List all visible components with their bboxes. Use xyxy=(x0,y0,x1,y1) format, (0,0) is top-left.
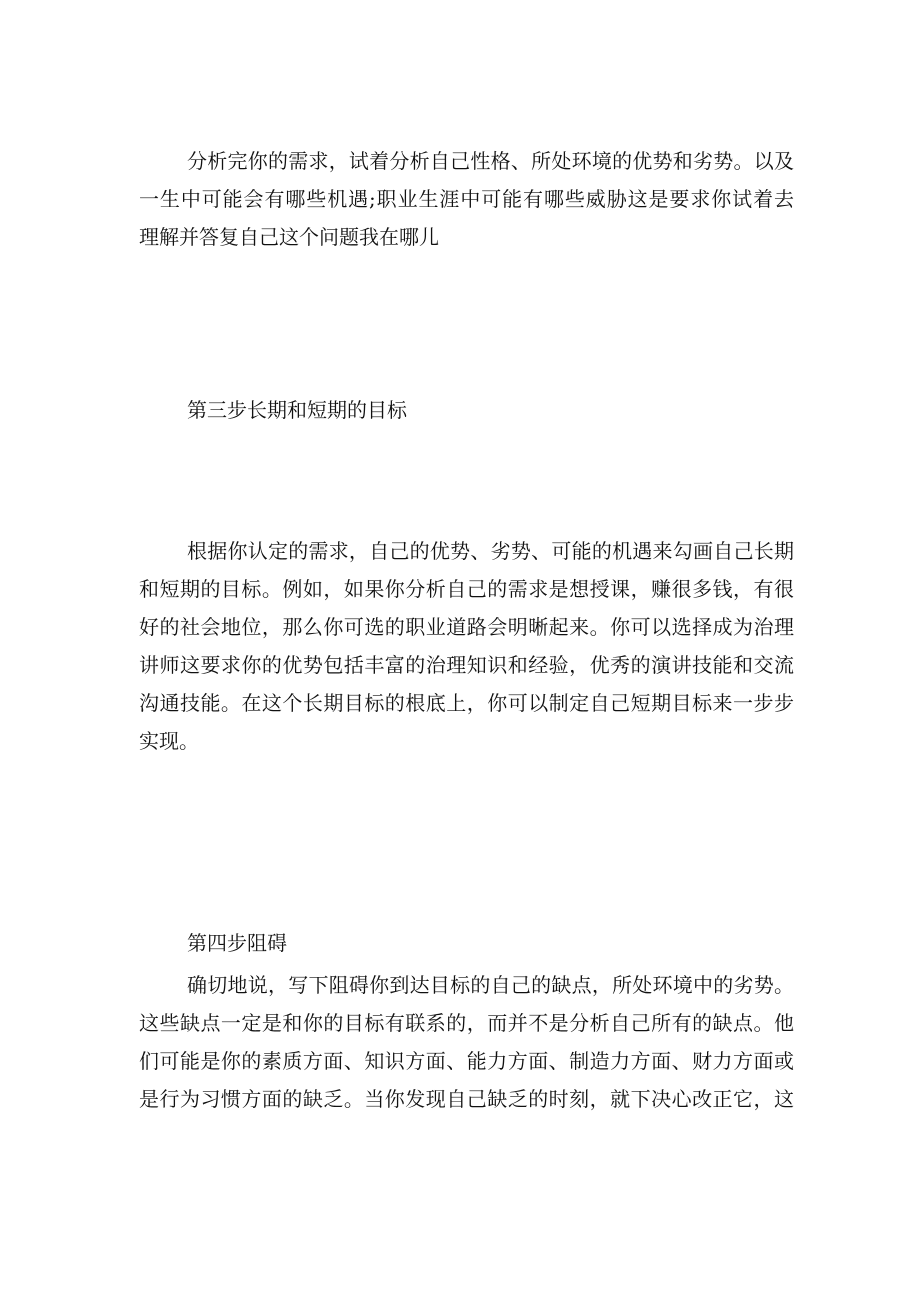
heading-text: 第四步阻碍 xyxy=(187,931,287,955)
paragraph-line: 讲师这要求你的优势包括丰富的治理知识和经验，优秀的演讲技能和交流 xyxy=(139,653,794,677)
paragraph-line: 确切地说，写下阻碍你到达目标的自己的缺点，所处环境中的劣势。 xyxy=(187,973,794,997)
paragraph-line: 实现。 xyxy=(139,729,199,753)
paragraph-line: 这些缺点一定是和你的目标有联系的，而并不是分析自己所有的缺点。他 xyxy=(139,1011,794,1035)
paragraph-line: 分析完你的需求，试着分析自己性格、所处环境的优势和劣势。以及 xyxy=(187,149,794,173)
paragraph-line: 和短期的目标。例如，如果你分析自己的需求是想授课，赚很多钱，有很 xyxy=(139,577,794,601)
paragraph-line: 理解并答复自己这个问题我在哪儿 xyxy=(139,225,439,249)
paragraph-line: 是行为习惯方面的缺乏。当你发现自己缺乏的时刻，就下决心改正它，这 xyxy=(139,1087,794,1111)
paragraph-line: 一生中可能会有哪些机遇;职业生涯中可能有哪些威胁这是要求你试着去 xyxy=(139,187,794,211)
paragraph-line: 根据你认定的需求，自己的优势、劣势、可能的机遇来勾画自己长期 xyxy=(187,539,794,563)
paragraph-line: 们可能是你的素质方面、知识方面、能力方面、制造力方面、财力方面或 xyxy=(139,1049,794,1073)
paragraph-line: 好的社会地位，那么你可选的职业道路会明晰起来。你可以选择成为治理 xyxy=(139,615,794,639)
paragraph-obstacles xyxy=(139,966,794,1118)
paragraph-line: 沟通技能。在这个长期目标的根底上，你可以制定自己短期目标来一步步 xyxy=(139,691,794,715)
heading-text: 第三步长期和短期的目标 xyxy=(187,398,407,422)
paragraph-goals xyxy=(139,532,794,760)
paragraph-analysis xyxy=(139,142,794,256)
section-heading-step3 xyxy=(139,391,794,429)
section-heading-step4 xyxy=(139,924,794,962)
